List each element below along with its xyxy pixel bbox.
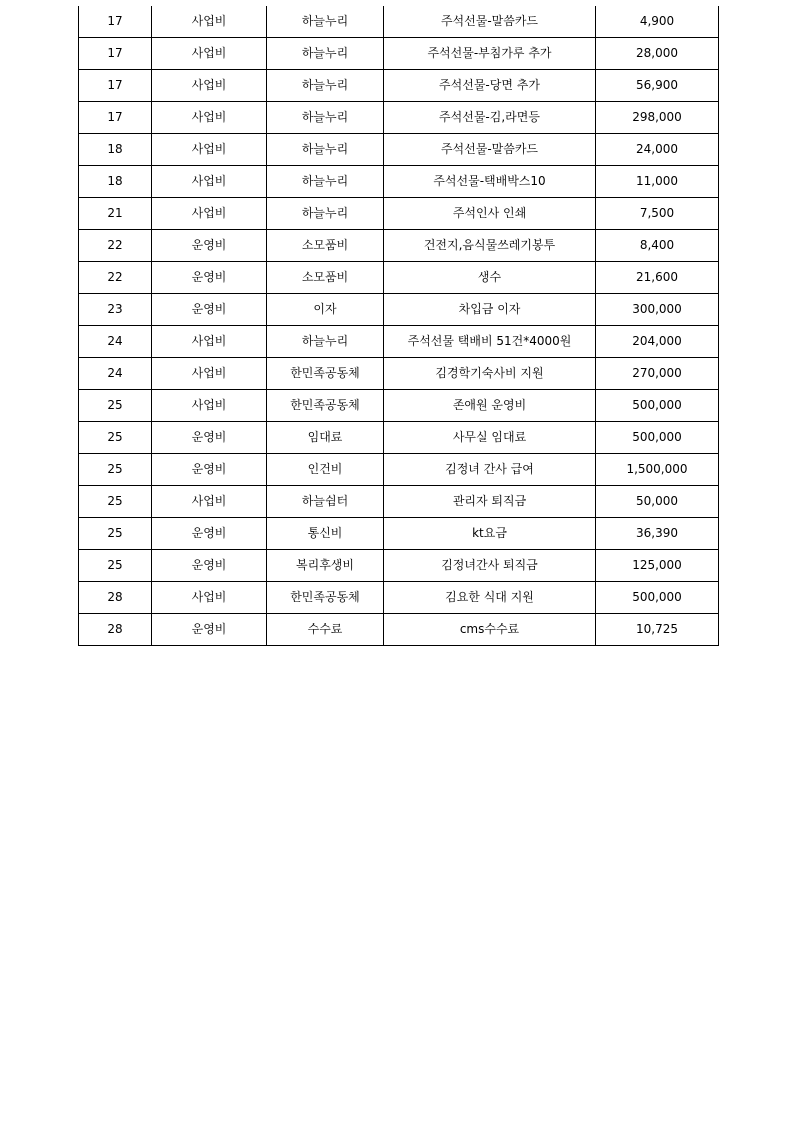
table-row (79, 6, 719, 38)
table-row (79, 134, 719, 166)
category-cell: 소모품비 (267, 262, 384, 294)
table-row (79, 358, 719, 390)
category-cell: 한민족공동체 (267, 582, 384, 614)
table-row (79, 166, 719, 198)
day-cell: 18 (79, 134, 152, 166)
category-cell: 하늘누리 (267, 102, 384, 134)
category-cell: 복리후생비 (267, 550, 384, 582)
day-cell: 21 (79, 198, 152, 230)
table-row (79, 454, 719, 486)
description-cell: 관리자 퇴직금 (384, 486, 596, 518)
table-row (79, 422, 719, 454)
category-cell: 통신비 (267, 518, 384, 550)
table-row (79, 70, 719, 102)
day-cell: 17 (79, 38, 152, 70)
expense-type-cell: 사업비 (152, 70, 267, 102)
category-cell: 인건비 (267, 454, 384, 486)
category-cell: 수수료 (267, 614, 384, 646)
amount-cell: 298,000 (596, 102, 719, 134)
expense-type-cell: 운영비 (152, 518, 267, 550)
table-row (79, 486, 719, 518)
day-cell: 28 (79, 614, 152, 646)
category-cell: 한민족공동체 (267, 358, 384, 390)
description-cell: 김정녀 간사 급여 (384, 454, 596, 486)
day-cell: 25 (79, 550, 152, 582)
category-cell: 임대료 (267, 422, 384, 454)
table-row (79, 326, 719, 358)
day-cell: 28 (79, 582, 152, 614)
expense-type-cell: 운영비 (152, 454, 267, 486)
description-cell: 주석선물-말씀카드 (384, 134, 596, 166)
day-cell: 24 (79, 358, 152, 390)
amount-cell: 8,400 (596, 230, 719, 262)
table-row (79, 550, 719, 582)
expense-type-cell: 사업비 (152, 358, 267, 390)
expense-type-cell: 운영비 (152, 262, 267, 294)
description-cell: 주석선물-부침가루 추가 (384, 38, 596, 70)
description-cell: 김정녀간사 퇴직금 (384, 550, 596, 582)
category-cell: 하늘누리 (267, 38, 384, 70)
amount-cell: 1,500,000 (596, 454, 719, 486)
amount-cell: 28,000 (596, 38, 719, 70)
amount-cell: 204,000 (596, 326, 719, 358)
table-row (79, 518, 719, 550)
description-cell: 사무실 임대료 (384, 422, 596, 454)
amount-cell: 24,000 (596, 134, 719, 166)
amount-cell: 500,000 (596, 422, 719, 454)
amount-cell: 10,725 (596, 614, 719, 646)
category-cell: 하늘누리 (267, 166, 384, 198)
amount-cell: 300,000 (596, 294, 719, 326)
expense-type-cell: 운영비 (152, 550, 267, 582)
day-cell: 17 (79, 102, 152, 134)
table-row (79, 230, 719, 262)
expense-type-cell: 운영비 (152, 294, 267, 326)
description-cell: 생수 (384, 262, 596, 294)
category-cell: 하늘누리 (267, 6, 384, 38)
category-cell: 소모품비 (267, 230, 384, 262)
expense-type-cell: 사업비 (152, 390, 267, 422)
day-cell: 17 (79, 70, 152, 102)
expense-type-cell: 사업비 (152, 486, 267, 518)
table-row (79, 102, 719, 134)
day-cell: 22 (79, 230, 152, 262)
description-cell: kt요금 (384, 518, 596, 550)
category-cell: 하늘쉼터 (267, 486, 384, 518)
description-cell: 김경학기숙사비 지원 (384, 358, 596, 390)
expense-type-cell: 사업비 (152, 166, 267, 198)
table-row (79, 38, 719, 70)
category-cell: 이자 (267, 294, 384, 326)
category-cell: 하늘누리 (267, 198, 384, 230)
expense-type-cell: 사업비 (152, 326, 267, 358)
amount-cell: 270,000 (596, 358, 719, 390)
day-cell: 25 (79, 422, 152, 454)
table-row (79, 390, 719, 422)
category-cell: 하늘누리 (267, 70, 384, 102)
description-cell: 주석인사 인쇄 (384, 198, 596, 230)
expense-type-cell: 사업비 (152, 198, 267, 230)
amount-cell: 11,000 (596, 166, 719, 198)
description-cell: 건전지,음식물쓰레기봉투 (384, 230, 596, 262)
expense-ledger-table (78, 6, 719, 646)
expense-type-cell: 사업비 (152, 6, 267, 38)
day-cell: 25 (79, 454, 152, 486)
amount-cell: 4,900 (596, 6, 719, 38)
expense-type-cell: 사업비 (152, 38, 267, 70)
ledger-body (79, 6, 719, 646)
day-cell: 24 (79, 326, 152, 358)
expense-type-cell: 운영비 (152, 614, 267, 646)
table-row (79, 198, 719, 230)
description-cell: 주석선물-김,라면등 (384, 102, 596, 134)
expense-type-cell: 사업비 (152, 582, 267, 614)
description-cell: 김요한 식대 지원 (384, 582, 596, 614)
expense-type-cell: 운영비 (152, 422, 267, 454)
table-row (79, 262, 719, 294)
description-cell: cms수수료 (384, 614, 596, 646)
description-cell: 주석선물-택배박스10 (384, 166, 596, 198)
day-cell: 18 (79, 166, 152, 198)
description-cell: 주석선물-말씀카드 (384, 6, 596, 38)
day-cell: 22 (79, 262, 152, 294)
day-cell: 25 (79, 390, 152, 422)
amount-cell: 21,600 (596, 262, 719, 294)
day-cell: 23 (79, 294, 152, 326)
amount-cell: 500,000 (596, 582, 719, 614)
expense-type-cell: 사업비 (152, 134, 267, 166)
amount-cell: 56,900 (596, 70, 719, 102)
amount-cell: 36,390 (596, 518, 719, 550)
amount-cell: 500,000 (596, 390, 719, 422)
table-row (79, 582, 719, 614)
amount-cell: 7,500 (596, 198, 719, 230)
table-row (79, 614, 719, 646)
amount-cell: 50,000 (596, 486, 719, 518)
expense-type-cell: 사업비 (152, 102, 267, 134)
description-cell: 주석선물-당면 추가 (384, 70, 596, 102)
category-cell: 하늘누리 (267, 134, 384, 166)
description-cell: 주석선물 택배비 51건*4000원 (384, 326, 596, 358)
day-cell: 25 (79, 518, 152, 550)
day-cell: 25 (79, 486, 152, 518)
description-cell: 존애원 운영비 (384, 390, 596, 422)
day-cell: 17 (79, 6, 152, 38)
category-cell: 하늘누리 (267, 326, 384, 358)
category-cell: 한민족공동체 (267, 390, 384, 422)
description-cell: 차입금 이자 (384, 294, 596, 326)
table-row (79, 294, 719, 326)
expense-type-cell: 운영비 (152, 230, 267, 262)
amount-cell: 125,000 (596, 550, 719, 582)
